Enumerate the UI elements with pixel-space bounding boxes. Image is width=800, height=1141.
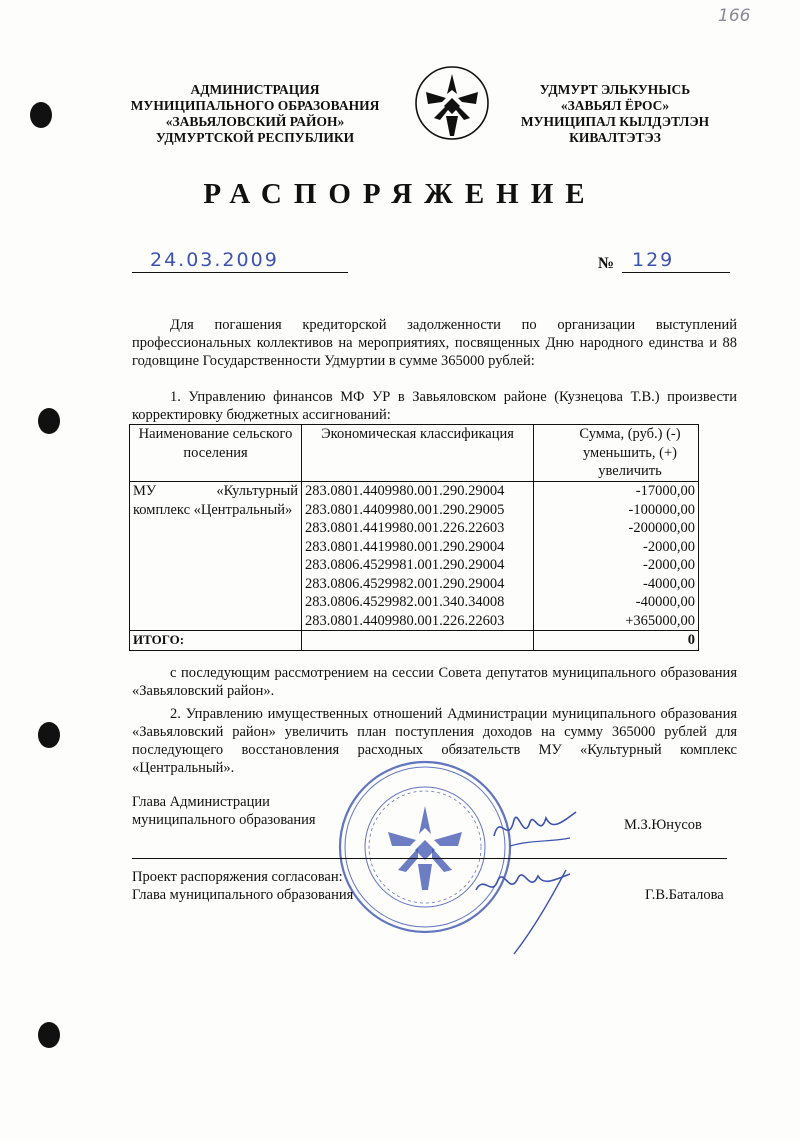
after-table-paragraph: с последующим рассмотрением на сессии Совета депутатов муниципального образования «Завьяловский район».	[132, 665, 737, 699]
header-cell-settlement: Наименование сельского поселения	[130, 425, 302, 482]
header-right-line: УДМУРТ ЭЛЬКУНЫСЬ	[539, 82, 691, 97]
approval-line-1: Проект распоряжения согласован:	[132, 869, 343, 885]
amount-line: +365000,00	[625, 612, 695, 629]
amount-line: -100000,00	[628, 501, 695, 518]
approval-block	[132, 868, 353, 904]
amounts-cell	[534, 482, 699, 631]
amount-line: -4000,00	[643, 575, 695, 592]
total-empty	[302, 631, 534, 651]
punch-hole	[30, 102, 52, 128]
header-cell-classification: Экономическая классификация	[302, 425, 534, 482]
amount-line: -2000,00	[643, 557, 695, 573]
item-2-paragraph: 2. Управлению имущественных отношений Администрации муниципального образования «Завьяловский район» увеличить план поступления доходов на сумму 365000 рублей для последующего восстановления расходных обязательств МУ «Культурный комплекс «Центральный».	[132, 706, 737, 776]
header-right	[495, 82, 735, 146]
header-left-line: УДМУРТСКОЙ РЕСПУБЛИКИ	[155, 130, 355, 145]
document-title: РАСПОРЯЖЕНИЕ	[203, 178, 597, 210]
date-line	[132, 272, 348, 273]
code-line: 283.0801.4409980.001.290.29004	[305, 483, 505, 499]
punch-hole	[38, 722, 60, 748]
emblem-icon	[414, 64, 490, 142]
codes-cell	[302, 482, 534, 631]
header-right-line: КИВАЛТЭТЭЗ	[569, 130, 661, 145]
table-total-row	[130, 631, 699, 651]
amount-line: -17000,00	[635, 483, 695, 499]
header-left	[110, 82, 400, 146]
header-left-line: МУНИЦИПАЛЬНОГО ОБРАЗОВАНИЯ	[130, 98, 380, 113]
number-line	[622, 272, 730, 273]
signature-scribble	[490, 802, 580, 852]
punch-hole	[38, 1022, 60, 1048]
total-value: 0	[534, 631, 699, 651]
code-line: 283.0806.4529982.001.290.29004	[305, 575, 505, 592]
signature-line-2: муниципального образования	[132, 812, 316, 828]
header-left-line: АДМИНИСТРАЦИЯ	[190, 82, 320, 97]
intro-paragraph: Для погашения кредиторской задолженности по организации выступлений профессиональных коллективов на мероприятиях, посвященных Дню народного единства и 88 годовщине Государственности Удмуртии в сумме 365000 рублей:	[132, 317, 737, 369]
amount-line: -40000,00	[635, 594, 695, 610]
divider	[132, 858, 727, 859]
code-line: 283.0801.4419980.001.290.29004	[305, 538, 505, 555]
code-line: 283.0801.4409980.001.226.22603	[305, 612, 505, 629]
total-label: ИТОГО:	[130, 631, 302, 651]
org-cell: МУ «Культурный комплекс «Центральный»	[130, 482, 302, 631]
item-1-paragraph: 1. Управлению финансов МФ УР в Завьяловском районе (Кузнецова Т.В.) произвести корректировку бюджетных ассигнований:	[132, 389, 737, 423]
signature-scribble	[470, 850, 600, 960]
punch-hole	[38, 408, 60, 434]
table-header-row	[130, 425, 699, 482]
amount-line: -200000,00	[628, 520, 695, 536]
header-right-line: «ЗАВЬЯЛ ЁРОС»	[560, 98, 670, 113]
header-right-line: МУНИЦИПАЛ КЫЛДЭТЛЭН	[520, 114, 710, 129]
document-number: 129	[632, 249, 675, 271]
budget-table	[129, 424, 699, 651]
code-line: 283.0806.4529982.001.340.34008	[305, 594, 505, 610]
signature-block	[132, 793, 316, 829]
signature-line-1: Глава Администрации	[132, 794, 270, 810]
approval-line-2: Глава муниципального образования	[132, 887, 354, 903]
header-left-line: «ЗАВЬЯЛОВСКИЙ РАЙОН»	[165, 114, 345, 129]
code-line: 283.0801.4409980.001.290.29005	[305, 501, 505, 518]
page-number: 166	[718, 6, 751, 26]
header-cell-amount: Сумма, (руб.) (-) уменьшить, (+) увеличить	[534, 425, 699, 482]
signature-name: М.З.Юнусов	[624, 817, 702, 833]
code-line: 283.0801.4419980.001.226.22603	[305, 520, 505, 536]
code-line: 283.0806.4529981.001.290.29004	[305, 557, 505, 573]
document-date: 24.03.2009	[150, 249, 279, 271]
amount-line: -2000,00	[643, 538, 695, 555]
approval-name: Г.В.Баталова	[645, 887, 724, 903]
number-label: №	[598, 255, 615, 272]
table-row	[130, 482, 699, 631]
